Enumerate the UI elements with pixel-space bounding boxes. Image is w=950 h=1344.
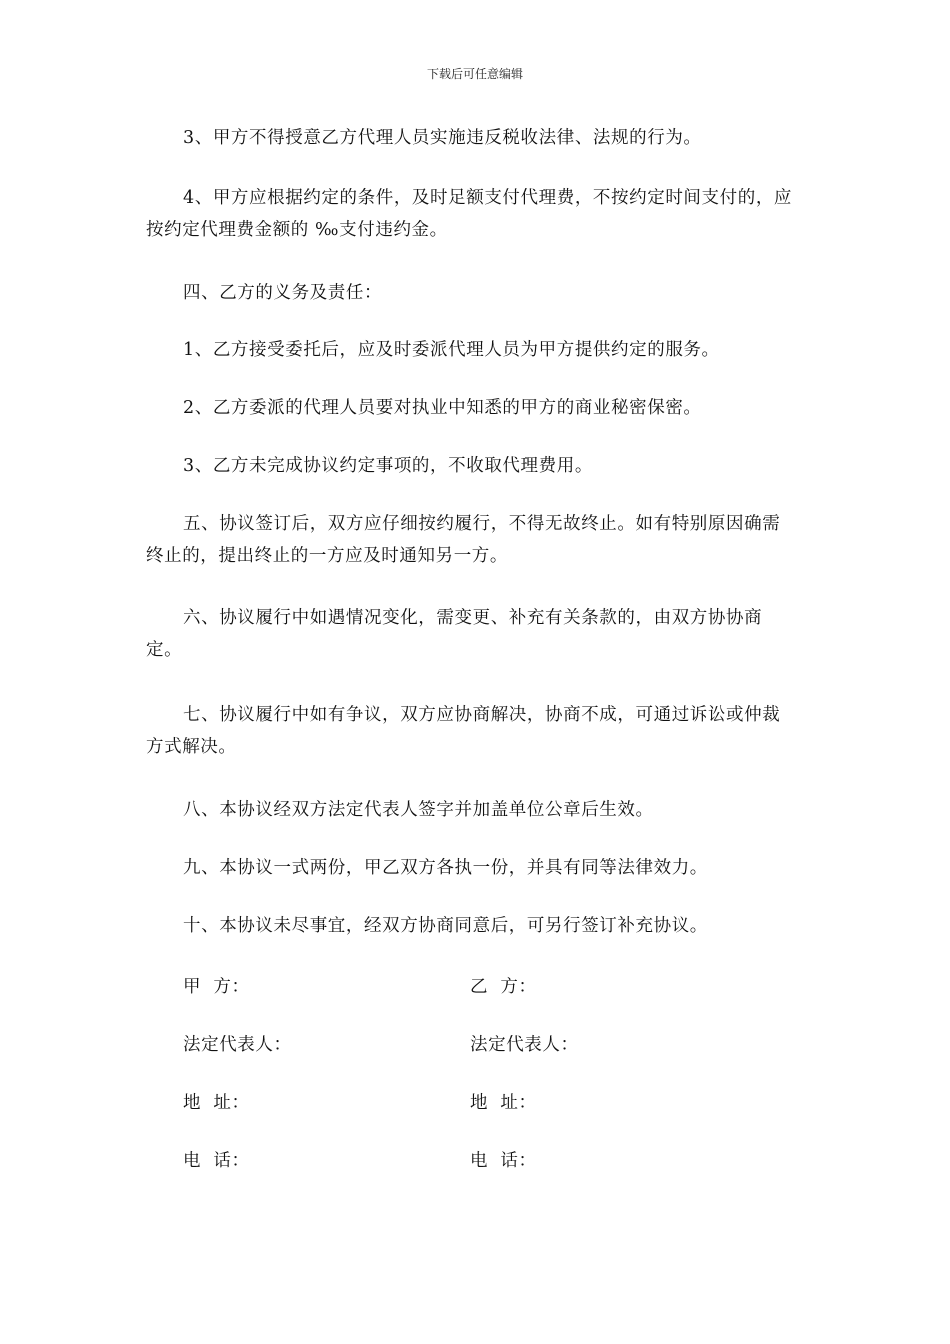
clause-6: 六、协议履行中如遇情况变化，需变更、补充有关条款的，由双方协协商定。 <box>146 608 763 660</box>
party-b-address-label: 地 址： <box>470 1093 537 1113</box>
party-a-address-label: 地 址： <box>183 1093 250 1113</box>
party-a-phone-label: 电 话： <box>183 1151 250 1171</box>
party-a-label: 甲 方： <box>183 977 250 997</box>
clause-5: 五、协议签订后，双方应仔细按约履行，不得无故终止。如有特别原因确需终止的，提出终止的一方应及时通知另一方。 <box>146 514 781 566</box>
page-header: 下载后可任意编辑 <box>426 67 523 81</box>
party-a-rep-label: 法定代表人： <box>183 1035 292 1055</box>
clause-b1: 1、乙方接受委托后，应及时委派代理人员为甲方提供约定的服务。 <box>183 340 720 360</box>
party-b-rep-label: 法定代表人： <box>470 1035 579 1055</box>
clause-7: 七、协议履行中如有争议，双方应协商解决，协商不成，可通过诉讼或仲裁方式解决。 <box>146 705 781 757</box>
clause-b3: 3、乙方未完成协议约定事项的，不收取代理费用。 <box>183 456 593 476</box>
party-b-phone-label: 电 话： <box>470 1151 537 1171</box>
clause-a4: 4、甲方应根据约定的条件，及时足额支付代理费，不按约定时间支付的，应按约定代理费金额的 ‰支付违约金。 <box>146 188 793 240</box>
clause-10: 十、本协议未尽事宜，经双方协商同意后，可另行签订补充协议。 <box>183 916 708 936</box>
clause-a3: 3、甲方不得授意乙方代理人员实施违反税收法律、法规的行为。 <box>183 128 702 148</box>
clause-9: 九、本协议一式两份，甲乙双方各执一份，并具有同等法律效力。 <box>183 858 708 878</box>
section-4-heading: 四、乙方的义务及责任： <box>183 283 383 303</box>
party-b-label: 乙 方： <box>470 977 537 997</box>
clause-b2: 2、乙方委派的代理人员要对执业中知悉的甲方的商业秘密保密。 <box>183 398 702 418</box>
clause-8: 八、本协议经双方法定代表人签字并加盖单位公章后生效。 <box>183 800 654 820</box>
